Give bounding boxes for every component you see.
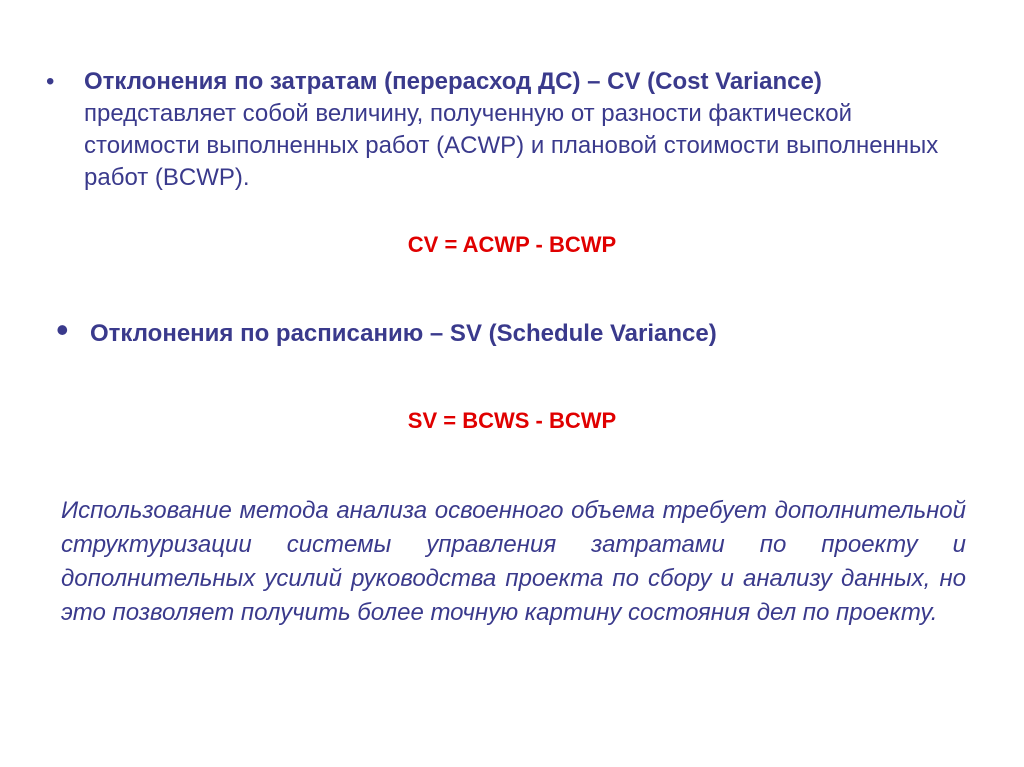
conclusion-paragraph: Использование метода анализа освоенного объема требует дополнительной структуризации системы управления затратами по проекту и дополнительных усилий руководства проекта по сбору и анализу данных, но это позволяет получить более точную картину состояния дел по проекту. — [61, 497, 966, 626]
bullet-cost-variance-text — [84, 66, 946, 194]
bullet-cost-variance-desc: представляет собой величину, полученную от разности фактической стоимости выполненных работ (ACWP) и плановой стоимости выполненных работ (BCWP). — [84, 100, 939, 191]
formula-sv: SV = BCWS - BCWP — [407, 408, 617, 433]
bullet-marker: • — [46, 68, 55, 95]
formula-cv: CV = ACWP - BCWP — [407, 232, 617, 257]
bullet-marker: • — [56, 309, 69, 350]
bullet-schedule-variance-text: Отклонения по расписанию – SV (Schedule Variance) — [90, 320, 717, 347]
bullet-cost-variance-bold: Отклонения по затратам (перерасход ДС) – CV (Cost Variance) — [84, 68, 822, 95]
